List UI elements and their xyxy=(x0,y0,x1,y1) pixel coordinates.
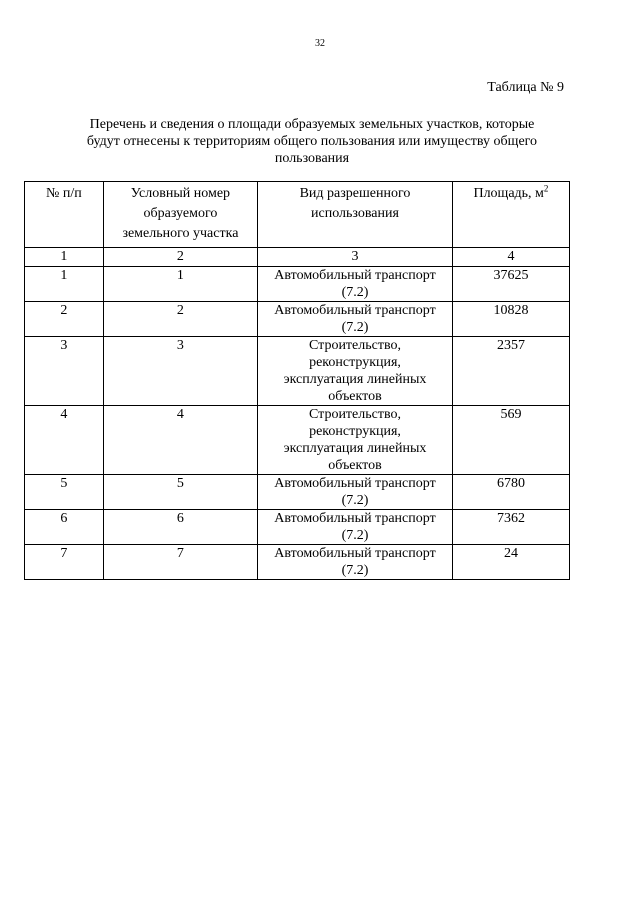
permitted-use-line: (7.2) xyxy=(341,285,369,300)
plot-id-cell: 5 xyxy=(103,475,257,510)
row-number-cell: 6 xyxy=(25,510,104,545)
header-line: Вид разрешенного xyxy=(299,186,411,201)
permitted-use-cell xyxy=(258,406,453,475)
permitted-use-cell xyxy=(258,510,453,545)
plot-id-cell: 1 xyxy=(103,267,257,302)
permitted-use-line: (7.2) xyxy=(341,320,369,335)
column-number: 1 xyxy=(25,248,104,267)
row-number-cell: 3 xyxy=(25,337,104,406)
land-plots-table xyxy=(24,181,570,580)
header-area-text: Площадь, м xyxy=(473,186,544,201)
plot-id-cell: 2 xyxy=(103,302,257,337)
table-row xyxy=(25,267,570,302)
column-number-row xyxy=(25,248,570,267)
permitted-use-line: Автомобильный транспорт xyxy=(274,511,436,526)
permitted-use-cell xyxy=(258,337,453,406)
header-line: № п/п xyxy=(46,186,82,201)
row-number-cell: 4 xyxy=(25,406,104,475)
page-number: 32 xyxy=(315,38,325,49)
permitted-use-cell xyxy=(258,302,453,337)
header-permitted-use xyxy=(258,182,453,248)
permitted-use-line: (7.2) xyxy=(341,493,369,508)
header-line: использования xyxy=(311,206,399,221)
column-number: 2 xyxy=(103,248,257,267)
permitted-use-line: Автомобильный транспорт xyxy=(274,268,436,283)
title-line: пользования xyxy=(274,151,350,166)
plot-id-cell: 7 xyxy=(103,545,257,580)
plot-id-cell: 4 xyxy=(103,406,257,475)
permitted-use-cell xyxy=(258,267,453,302)
column-number: 3 xyxy=(258,248,453,267)
title-line: Перечень и сведения о площади образуемых земельных участков, которые xyxy=(89,117,535,132)
area-cell: 24 xyxy=(452,545,569,580)
table-row xyxy=(25,302,570,337)
header-row-number xyxy=(25,182,104,248)
area-cell: 2357 xyxy=(452,337,569,406)
permitted-use-line: (7.2) xyxy=(341,528,369,543)
table-row xyxy=(25,510,570,545)
column-number: 4 xyxy=(452,248,569,267)
area-cell: 569 xyxy=(452,406,569,475)
table-row xyxy=(25,337,570,406)
title-line: будут отнесены к территориям общего пользования или имуществу общего xyxy=(86,134,538,149)
header-line: Условный номер xyxy=(130,186,231,201)
row-number-cell: 7 xyxy=(25,545,104,580)
permitted-use-line: реконструкция, xyxy=(309,424,401,439)
header-area-superscript: 2 xyxy=(543,183,549,194)
permitted-use-line: Автомобильный транспорт xyxy=(274,303,436,318)
permitted-use-line: Автомобильный транспорт xyxy=(274,476,436,491)
area-cell: 6780 xyxy=(452,475,569,510)
permitted-use-line: Строительство, xyxy=(309,407,401,422)
plot-id-cell: 6 xyxy=(103,510,257,545)
table-label: Таблица № 9 xyxy=(487,80,564,95)
permitted-use-line: объектов xyxy=(328,389,382,404)
row-number-cell: 2 xyxy=(25,302,104,337)
table-row xyxy=(25,406,570,475)
document-title xyxy=(52,116,572,167)
area-cell: 7362 xyxy=(452,510,569,545)
permitted-use-line: эксплуатация линейных xyxy=(283,372,427,387)
area-cell: 10828 xyxy=(452,302,569,337)
permitted-use-line: реконструкция, xyxy=(309,355,401,370)
area-cell: 37625 xyxy=(452,267,569,302)
table-row xyxy=(25,545,570,580)
permitted-use-cell xyxy=(258,545,453,580)
header-area xyxy=(452,182,569,248)
table-row xyxy=(25,475,570,510)
permitted-use-line: Автомобильный транспорт xyxy=(274,546,436,561)
permitted-use-line: объектов xyxy=(328,458,382,473)
row-number-cell: 1 xyxy=(25,267,104,302)
permitted-use-cell xyxy=(258,475,453,510)
header-line: образуемого xyxy=(143,206,218,221)
permitted-use-line: эксплуатация линейных xyxy=(283,441,427,456)
header-plot-id xyxy=(103,182,257,248)
header-line: земельного участка xyxy=(122,226,239,241)
table-header-row xyxy=(25,182,570,248)
row-number-cell: 5 xyxy=(25,475,104,510)
permitted-use-line: (7.2) xyxy=(341,563,369,578)
plot-id-cell: 3 xyxy=(103,337,257,406)
permitted-use-line: Строительство, xyxy=(309,338,401,353)
